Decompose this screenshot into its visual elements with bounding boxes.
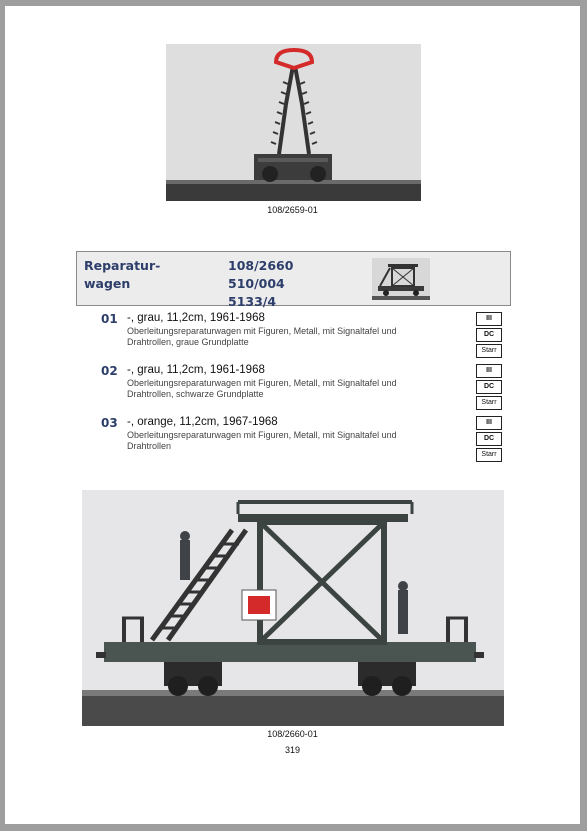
variant-badges-01 bbox=[476, 312, 502, 360]
era-badge: III bbox=[476, 312, 502, 326]
item-number: 510/004 bbox=[228, 276, 285, 291]
variant-number: 01 bbox=[101, 312, 118, 326]
era-badge: III bbox=[476, 416, 502, 430]
variant-number: 03 bbox=[101, 416, 118, 430]
current-badge: DC bbox=[476, 380, 502, 394]
variant-heading: -, grau, 11,2cm, 1961-1968 bbox=[127, 312, 265, 324]
variant-heading: -, grau, 11,2cm, 1961-1968 bbox=[127, 364, 265, 376]
item-number: 108/2660 bbox=[228, 258, 294, 273]
current-badge: DC bbox=[476, 328, 502, 342]
era-badge: III bbox=[476, 364, 502, 378]
coupling-badge: Starr bbox=[476, 344, 502, 358]
variant-description: Oberleitungsreparaturwagen mit Figuren, Metall, mit Signaltafel und Drahtrollen, schwarze Grundplatte bbox=[127, 378, 397, 399]
variant-badges-02 bbox=[476, 364, 502, 412]
item-numbers bbox=[228, 257, 293, 311]
variant-number: 02 bbox=[101, 364, 118, 378]
page-number: 319 bbox=[284, 745, 301, 755]
variant-description: Oberleitungsreparaturwagen mit Figuren, Metall, mit Signaltafel und Drahtrollen, graue Grundplatte bbox=[127, 326, 397, 347]
catalog-page bbox=[5, 6, 580, 824]
variant-description: Oberleitungsreparaturwagen mit Figuren, Metall, mit Signaltafel und Drahtrollen bbox=[127, 430, 397, 451]
figure-caption-top: 108/2659-01 bbox=[267, 205, 318, 215]
figure-caption-bottom: 108/2660-01 bbox=[267, 729, 318, 739]
item-header bbox=[76, 251, 511, 309]
item-number: 5133/4 bbox=[228, 294, 277, 309]
item-title: Reparatur- wagen bbox=[84, 258, 161, 291]
current-badge: DC bbox=[476, 432, 502, 446]
variant-heading: -, orange, 11,2cm, 1967-1968 bbox=[127, 416, 278, 428]
coupling-badge: Starr bbox=[476, 396, 502, 410]
pantograph-photo bbox=[166, 44, 421, 201]
coupling-badge: Starr bbox=[476, 448, 502, 462]
variant-badges-03 bbox=[476, 416, 502, 464]
repair-wagon-photo bbox=[82, 490, 504, 726]
wagon-thumbnail bbox=[372, 258, 430, 300]
